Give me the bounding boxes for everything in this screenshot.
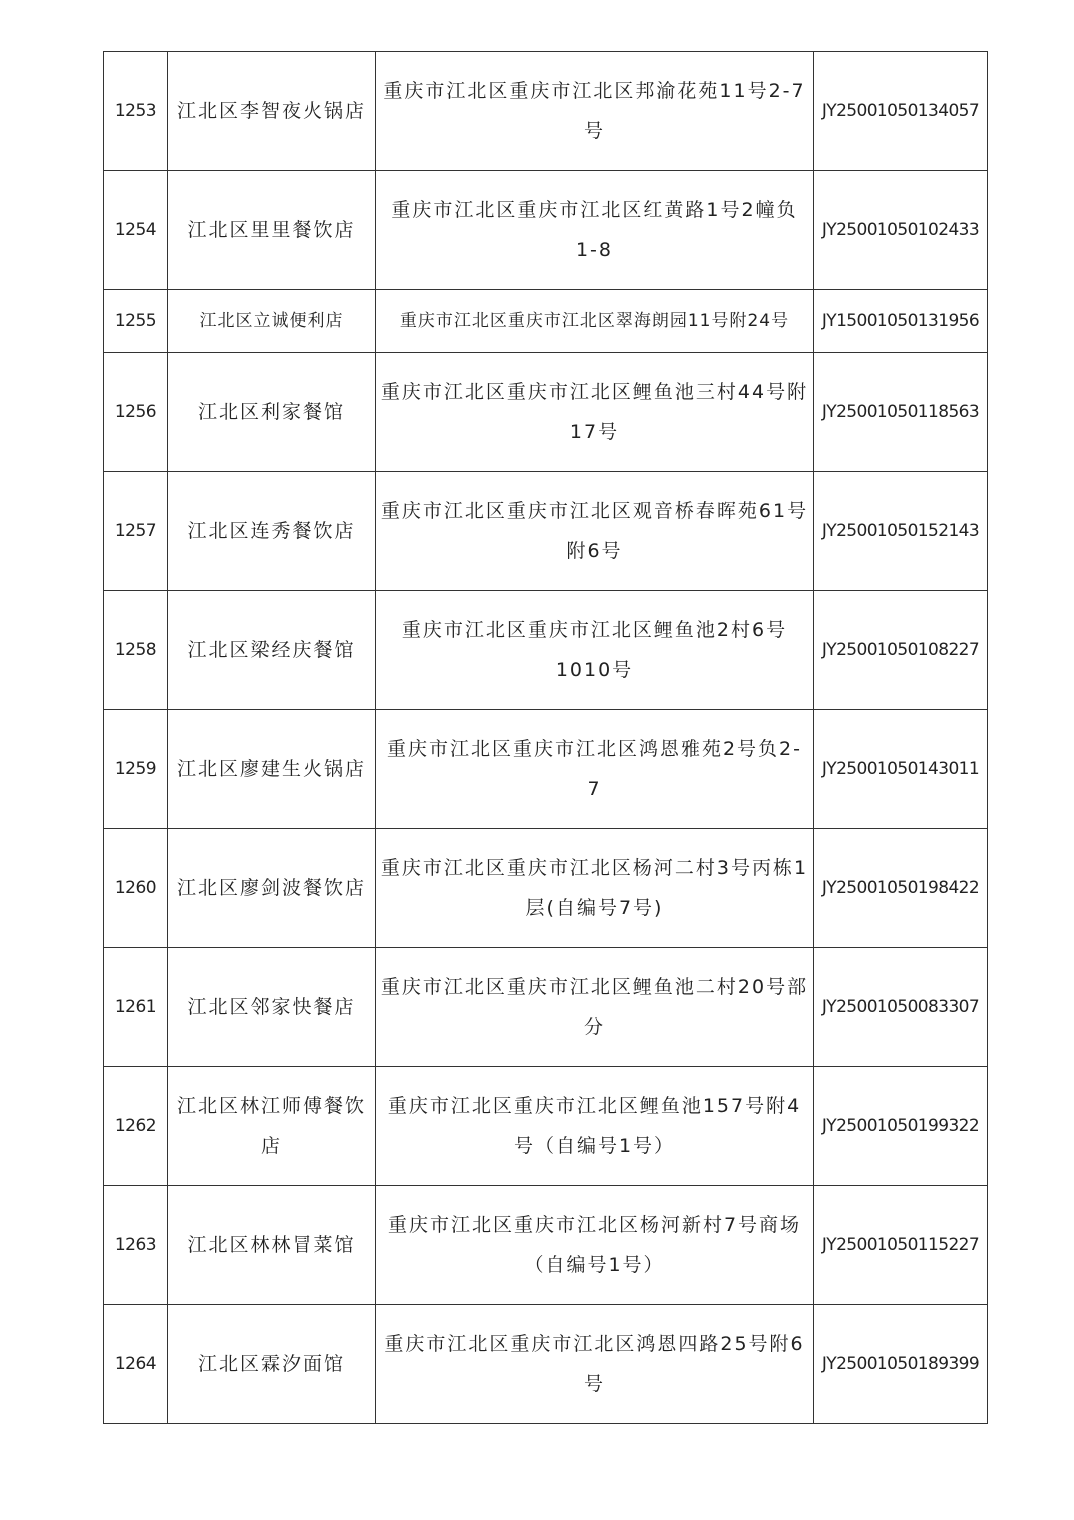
license-table	[103, 51, 988, 1424]
business-address: 重庆市江北区重庆市江北区鲤鱼池三村44号附17号	[376, 353, 814, 472]
business-address: 重庆市江北区重庆市江北区鲤鱼池157号附4号（自编号1号）	[376, 1067, 814, 1186]
license-number: JY15001050131956	[814, 290, 988, 353]
license-number: JY25001050143011	[814, 710, 988, 829]
row-number: 1260	[104, 829, 168, 948]
table-row	[104, 1067, 988, 1186]
table-row	[104, 591, 988, 710]
row-number: 1256	[104, 353, 168, 472]
row-number: 1253	[104, 52, 168, 171]
business-name: 江北区李智夜火锅店	[168, 52, 376, 171]
row-number: 1257	[104, 472, 168, 591]
table-row	[104, 472, 988, 591]
business-name: 江北区邻家快餐店	[168, 948, 376, 1067]
table-row	[104, 948, 988, 1067]
license-number: JY25001050199322	[814, 1067, 988, 1186]
table-row	[104, 829, 988, 948]
row-number: 1263	[104, 1186, 168, 1305]
license-number: JY25001050083307	[814, 948, 988, 1067]
row-number: 1259	[104, 710, 168, 829]
license-number: JY25001050189399	[814, 1305, 988, 1424]
business-address: 重庆市江北区重庆市江北区鲤鱼池二村20号部分	[376, 948, 814, 1067]
row-number: 1258	[104, 591, 168, 710]
business-address: 重庆市江北区重庆市江北区鸿恩四路25号附6号	[376, 1305, 814, 1424]
table-row	[104, 171, 988, 290]
license-number: JY25001050134057	[814, 52, 988, 171]
row-number: 1262	[104, 1067, 168, 1186]
license-number: JY25001050108227	[814, 591, 988, 710]
business-address: 重庆市江北区重庆市江北区鲤鱼池2村6号1010号	[376, 591, 814, 710]
business-address: 重庆市江北区重庆市江北区邦渝花苑11号2-7号	[376, 52, 814, 171]
table-row	[104, 52, 988, 171]
business-address: 重庆市江北区重庆市江北区杨河新村7号商场（自编号1号）	[376, 1186, 814, 1305]
license-number: JY25001050115227	[814, 1186, 988, 1305]
table-row	[104, 710, 988, 829]
business-name: 江北区廖建生火锅店	[168, 710, 376, 829]
row-number: 1255	[104, 290, 168, 353]
business-name: 江北区廖剑波餐饮店	[168, 829, 376, 948]
table-row	[104, 1305, 988, 1424]
table-row	[104, 1186, 988, 1305]
table-row	[104, 290, 988, 353]
row-number: 1264	[104, 1305, 168, 1424]
business-name: 江北区立诚便利店	[168, 290, 376, 353]
license-number: JY25001050152143	[814, 472, 988, 591]
business-address: 重庆市江北区重庆市江北区红黄路1号2幢负1-8	[376, 171, 814, 290]
business-name: 江北区霖汐面馆	[168, 1305, 376, 1424]
business-name: 江北区里里餐饮店	[168, 171, 376, 290]
row-number: 1254	[104, 171, 168, 290]
business-address: 重庆市江北区重庆市江北区翠海朗园11号附24号	[376, 290, 814, 353]
business-name: 江北区林林冒菜馆	[168, 1186, 376, 1305]
license-number: JY25001050118563	[814, 353, 988, 472]
table-row	[104, 353, 988, 472]
license-number: JY25001050102433	[814, 171, 988, 290]
row-number: 1261	[104, 948, 168, 1067]
business-name: 江北区梁经庆餐馆	[168, 591, 376, 710]
business-address: 重庆市江北区重庆市江北区杨河二村3号丙栋1层(自编号7号)	[376, 829, 814, 948]
license-number: JY25001050198422	[814, 829, 988, 948]
business-name: 江北区利家餐馆	[168, 353, 376, 472]
business-name: 江北区连秀餐饮店	[168, 472, 376, 591]
business-name: 江北区林江师傅餐饮店	[168, 1067, 376, 1186]
business-address: 重庆市江北区重庆市江北区鸿恩雅苑2号负2-7	[376, 710, 814, 829]
business-address: 重庆市江北区重庆市江北区观音桥春晖苑61号附6号	[376, 472, 814, 591]
